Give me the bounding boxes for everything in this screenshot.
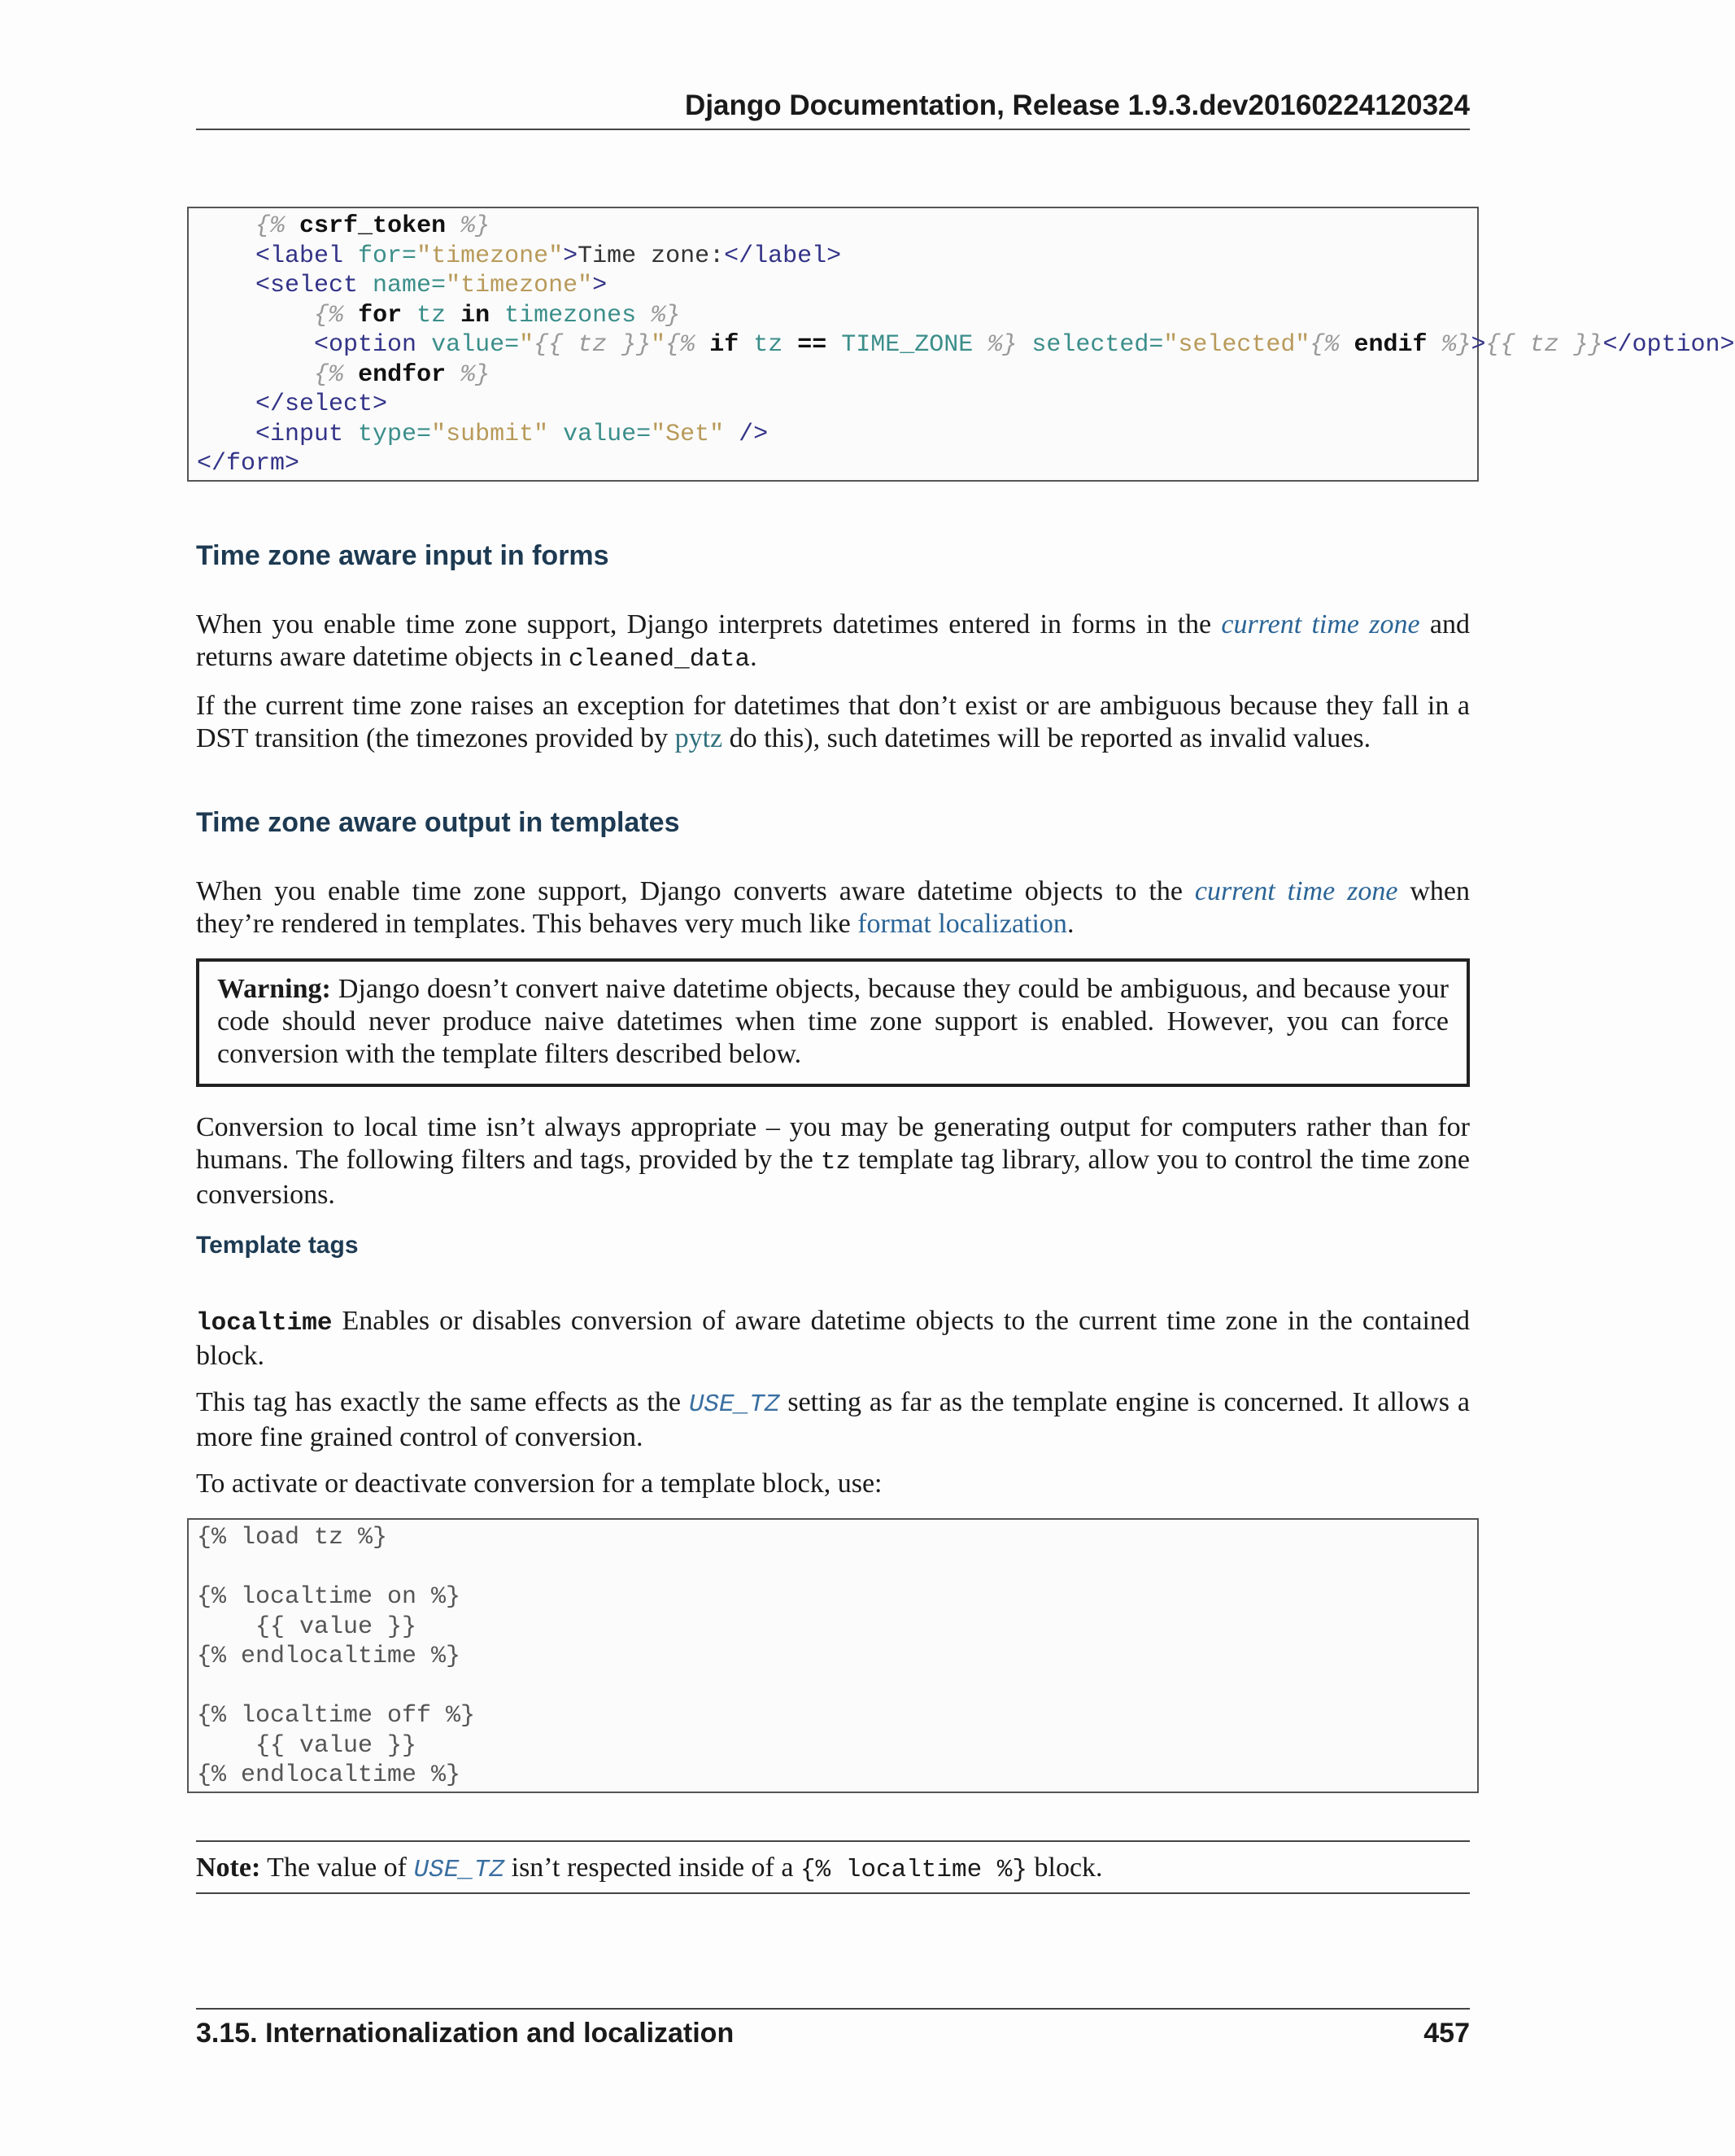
html-attr: for= xyxy=(343,242,417,270)
html-attr: value= xyxy=(548,420,652,448)
running-footer xyxy=(196,2008,1470,2049)
html-value: " xyxy=(519,331,534,359)
inline-code: cleaned_data xyxy=(568,645,751,674)
code-line xyxy=(197,302,680,330)
template-var: {{ tz }} xyxy=(534,331,652,359)
html-tag: /> xyxy=(724,420,769,448)
html-tag: </select> xyxy=(255,391,388,418)
text: and returns aware datetime objects in xyxy=(196,609,1470,672)
code-line xyxy=(197,421,768,448)
code-line xyxy=(197,212,490,240)
note-label: Note: xyxy=(196,1853,261,1883)
paragraph xyxy=(196,690,1470,755)
template-tag-open: {% xyxy=(255,212,286,240)
paragraph: To activate or deactivate conversion for a template block, use: xyxy=(196,1469,883,1499)
code-line xyxy=(197,331,1735,359)
html-attr: value= xyxy=(416,331,520,359)
code-line xyxy=(197,361,490,389)
warning-admonition xyxy=(196,958,1470,1087)
html-tag: <option xyxy=(314,331,417,359)
term-localtime: localtime xyxy=(196,1309,333,1338)
link-current-time-zone[interactable]: current time zone xyxy=(1221,609,1420,639)
html-value: " xyxy=(651,331,666,359)
code-line xyxy=(197,450,299,478)
html-value: "timezone" xyxy=(416,242,564,270)
page-number: 457 xyxy=(1423,2018,1470,2049)
paragraph xyxy=(196,875,1470,941)
text: This tag has exactly the same effects as the xyxy=(196,1387,689,1417)
variable: tz xyxy=(753,331,783,359)
warning-text: Django doesn’t convert naive datetime objects, because they could be ambiguous, and because your code should never produce naive datetimes when time zone support is enabled. However, you can force conversion with the template filters described below. xyxy=(217,974,1449,1069)
html-tag: </option> xyxy=(1602,331,1735,359)
template-tag-close: %} xyxy=(460,212,490,240)
footer-section-title: 3.15. Internationalization and localization xyxy=(196,2018,735,2049)
text: . xyxy=(750,642,757,672)
operator: == xyxy=(797,331,827,359)
variable: TIME_ZONE xyxy=(841,331,974,359)
paragraph xyxy=(196,609,1470,676)
template-tag-open: {% xyxy=(314,301,344,330)
section-heading-output-templates: Time zone aware output in templates xyxy=(196,807,680,838)
link-pytz[interactable]: pytz xyxy=(674,723,723,753)
keyword: csrf_token xyxy=(299,212,447,240)
template-tag-close: %} xyxy=(460,360,490,389)
html-tag: <label xyxy=(255,242,344,270)
html-value: "selected" xyxy=(1163,331,1310,359)
inline-code: tz xyxy=(820,1148,852,1176)
code-block-form xyxy=(187,207,1735,482)
link-format-localization[interactable]: format localization xyxy=(857,909,1067,939)
html-tag: > xyxy=(1471,331,1486,359)
html-tag: > xyxy=(592,272,608,299)
html-text: Time zone: xyxy=(578,242,725,270)
html-value: "Set" xyxy=(651,420,725,448)
subsection-heading-template-tags: Template tags xyxy=(196,1232,359,1259)
variable: tz xyxy=(416,301,447,330)
paragraph xyxy=(196,1111,1470,1211)
text: setting as far as the template engine is concerned. It allows a more fine grained control of conversion. xyxy=(196,1387,1470,1452)
note-admonition xyxy=(196,1840,1470,1894)
html-attr: type= xyxy=(343,420,432,448)
text: When you enable time zone support, Django converts aware datetime objects to the xyxy=(196,876,1195,906)
code-line xyxy=(197,272,607,299)
variable: timezones xyxy=(504,301,637,330)
template-tag-open: {% xyxy=(314,360,344,389)
link-use-tz[interactable]: USE_TZ xyxy=(688,1390,780,1419)
code-line xyxy=(197,242,841,270)
link-use-tz[interactable]: USE_TZ xyxy=(413,1856,505,1884)
html-tag: > xyxy=(563,242,578,270)
paragraph xyxy=(196,1305,1470,1373)
text: The value of xyxy=(260,1853,414,1883)
text: When you enable time zone support, Django interprets datetimes entered in forms in the xyxy=(196,609,1222,639)
text: do this), such datetimes will be reported as invalid values. xyxy=(722,723,1371,753)
template-tag-close: %} xyxy=(987,331,1018,359)
html-value: "submit" xyxy=(431,420,549,448)
template-tag-close: %} xyxy=(651,301,681,330)
code-block-localtime: {% load tz %} {% localtime on %} {{ value }} {% endlocaltime %} {% localtime off %} {{ value }} {% endlocaltime %} xyxy=(187,1518,1479,1793)
inline-code: {% localtime %} xyxy=(800,1856,1027,1884)
text: Conversion to local time isn’t always appropriate – you may be generating output for computers rather than for humans. The following filters and tags, provided by the xyxy=(196,1112,1470,1175)
link-current-time-zone[interactable]: current time zone xyxy=(1194,876,1398,906)
template-var: {{ tz }} xyxy=(1485,331,1603,359)
running-header: Django Documentation, Release 1.9.3.dev20160224120324 xyxy=(196,89,1470,130)
html-tag: </form> xyxy=(197,450,300,478)
html-tag: <input xyxy=(255,420,344,448)
keyword: for xyxy=(358,301,403,330)
template-tag-open: {% xyxy=(665,331,695,359)
html-tag: </label> xyxy=(724,242,842,270)
text: If the current time zone raises an exception for datetimes that don’t exist or are ambiguous because they fall in a DST transition (the timezones provided by xyxy=(196,691,1470,753)
keyword: in xyxy=(460,301,490,330)
html-attr: selected= xyxy=(1017,331,1164,359)
html-value: "timezone" xyxy=(446,272,593,299)
template-tag-close: %} xyxy=(1441,331,1471,359)
html-tag: <select xyxy=(255,272,359,299)
section-heading-input-forms: Time zone aware input in forms xyxy=(196,540,609,571)
keyword: endif xyxy=(1354,331,1428,359)
text: . xyxy=(1066,909,1075,939)
text: Enables or disables conversion of aware datetime objects to the current time zone in the contained block. xyxy=(196,1306,1470,1371)
template-tag-open: {% xyxy=(1310,331,1340,359)
text: block. xyxy=(1027,1853,1103,1883)
paragraph xyxy=(196,1386,1470,1454)
keyword: if xyxy=(709,331,739,359)
html-attr: name= xyxy=(358,272,447,299)
code-line xyxy=(197,391,387,418)
warning-label: Warning: xyxy=(217,974,331,1004)
text: when they’re rendered in templates. This behaves very much like xyxy=(196,876,1470,939)
text: template tag library, allow you to control the time zone conversions. xyxy=(196,1145,1470,1210)
text: isn’t respected inside of a xyxy=(504,1853,800,1883)
keyword: endfor xyxy=(358,360,447,389)
